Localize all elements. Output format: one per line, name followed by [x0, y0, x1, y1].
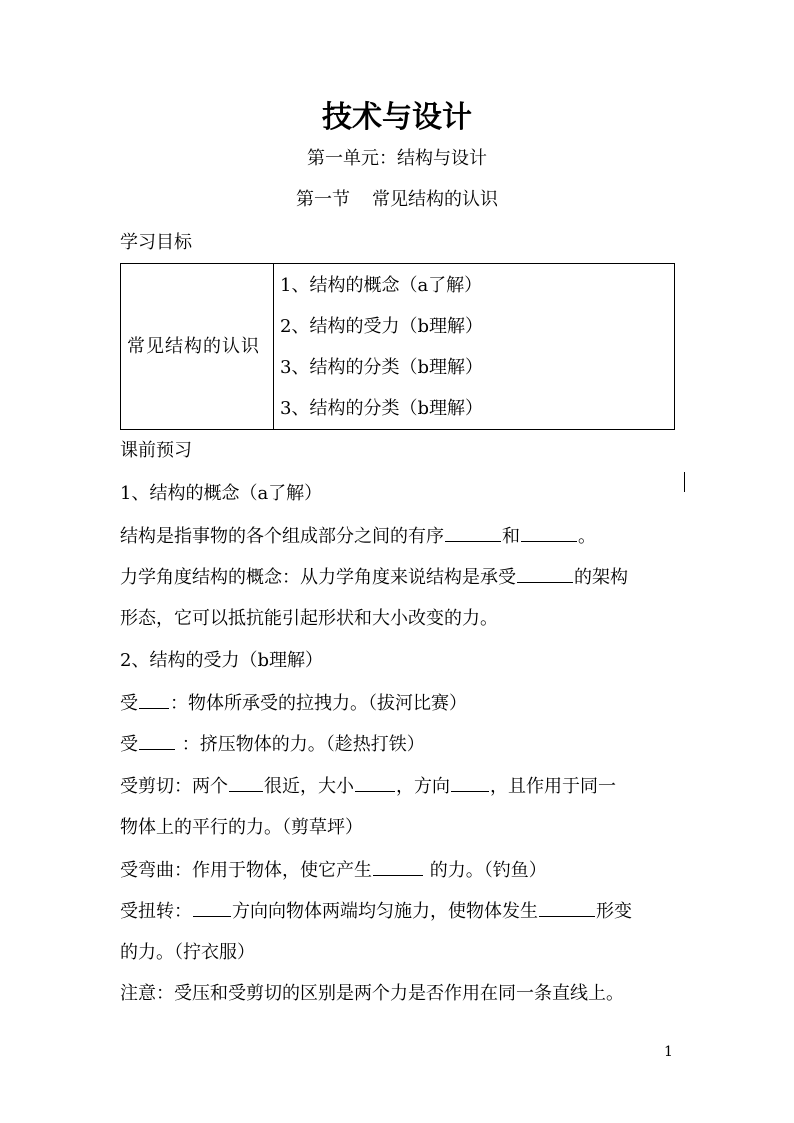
line-compression [120, 731, 425, 758]
line-mechanics-definition [120, 564, 628, 591]
doc-title: 技术与设计 [322, 100, 472, 135]
text-segment: 受弯曲：作用于物体，使它产生 [120, 860, 372, 881]
fill-blank[interactable] [521, 523, 577, 542]
text-segment: 形变 [596, 901, 632, 922]
line-torsion [120, 898, 632, 925]
section-heading [0, 188, 794, 212]
fill-blank[interactable] [445, 523, 501, 542]
text-segment: ，方向 [396, 776, 450, 797]
learning-goals-table [120, 263, 675, 430]
text-segment: 力学角度结构的概念：从力学角度来说结构是承受 [120, 567, 516, 588]
preview-heading: 课前预习 [120, 440, 192, 461]
text-cursor [684, 472, 685, 492]
goal-item: 1、结构的概念（a了解） [280, 274, 483, 296]
line-bending [120, 857, 547, 884]
fill-blank[interactable] [193, 898, 231, 917]
page-number: 1 [664, 1044, 673, 1060]
goal-item: 3、结构的分类（b理解） [280, 397, 483, 419]
line-shear [120, 773, 616, 800]
text-segment: ：物体所承受的拉拽力。（拔河比赛） [170, 693, 467, 714]
fill-blank[interactable] [139, 731, 175, 750]
goal-category: 常见结构的认识 [121, 264, 274, 430]
line-mechanics-continued: 形态，它可以抵抗能引起形状和大小改变的力。 [120, 608, 498, 629]
fill-blank[interactable] [517, 564, 573, 583]
text-segment: 受 [120, 693, 138, 714]
section-title: 常见结构的认识 [372, 189, 498, 210]
text-segment: 方向向物体两端均匀施力，使物体发生 [232, 901, 538, 922]
line-shear-continued: 物体上的平行的力。（剪草坪） [120, 817, 363, 838]
section-label: 第一节 [296, 189, 350, 210]
unit-title: 第一单元：结构与设计 [307, 148, 487, 169]
text-segment: 。 [578, 526, 596, 547]
text-segment: 受剪切：两个 [120, 776, 228, 797]
fill-blank[interactable] [355, 773, 395, 792]
goal-item: 3、结构的分类（b理解） [280, 356, 483, 378]
text-segment: 结构是指事物的各个组成部分之间的有序 [120, 526, 444, 547]
line-tension [120, 690, 467, 717]
fill-blank[interactable] [451, 773, 489, 792]
text-segment: 受 [120, 734, 138, 755]
text-segment: ，且作用于同一 [490, 776, 616, 797]
goal-item: 2、结构的受力（b理解） [280, 315, 483, 337]
goals-heading: 学习目标 [120, 232, 192, 253]
text-segment: 很近，大小 [264, 776, 354, 797]
text-segment: 的力。（钓鱼） [424, 860, 547, 881]
line-force-heading: 2、结构的受力（b理解） [120, 650, 323, 671]
fill-blank[interactable] [139, 690, 169, 709]
text-segment: 和 [502, 526, 520, 547]
fill-blank[interactable] [229, 773, 263, 792]
text-segment: ：挤压物体的力。（趁热打铁） [176, 734, 425, 755]
line-note: 注意：受压和受剪切的区别是两个力是否作用在同一条直线上。 [120, 983, 624, 1004]
goal-items-cell [274, 264, 675, 430]
line-structure-definition [120, 523, 596, 550]
fill-blank[interactable] [373, 857, 423, 876]
text-segment: 的架构 [574, 567, 628, 588]
fill-blank[interactable] [539, 898, 595, 917]
line-structure-concept: 1、结构的概念（a了解） [120, 483, 323, 504]
text-segment: 受扭转： [120, 901, 192, 922]
line-torsion-continued: 的力。（拧衣服） [120, 942, 255, 963]
